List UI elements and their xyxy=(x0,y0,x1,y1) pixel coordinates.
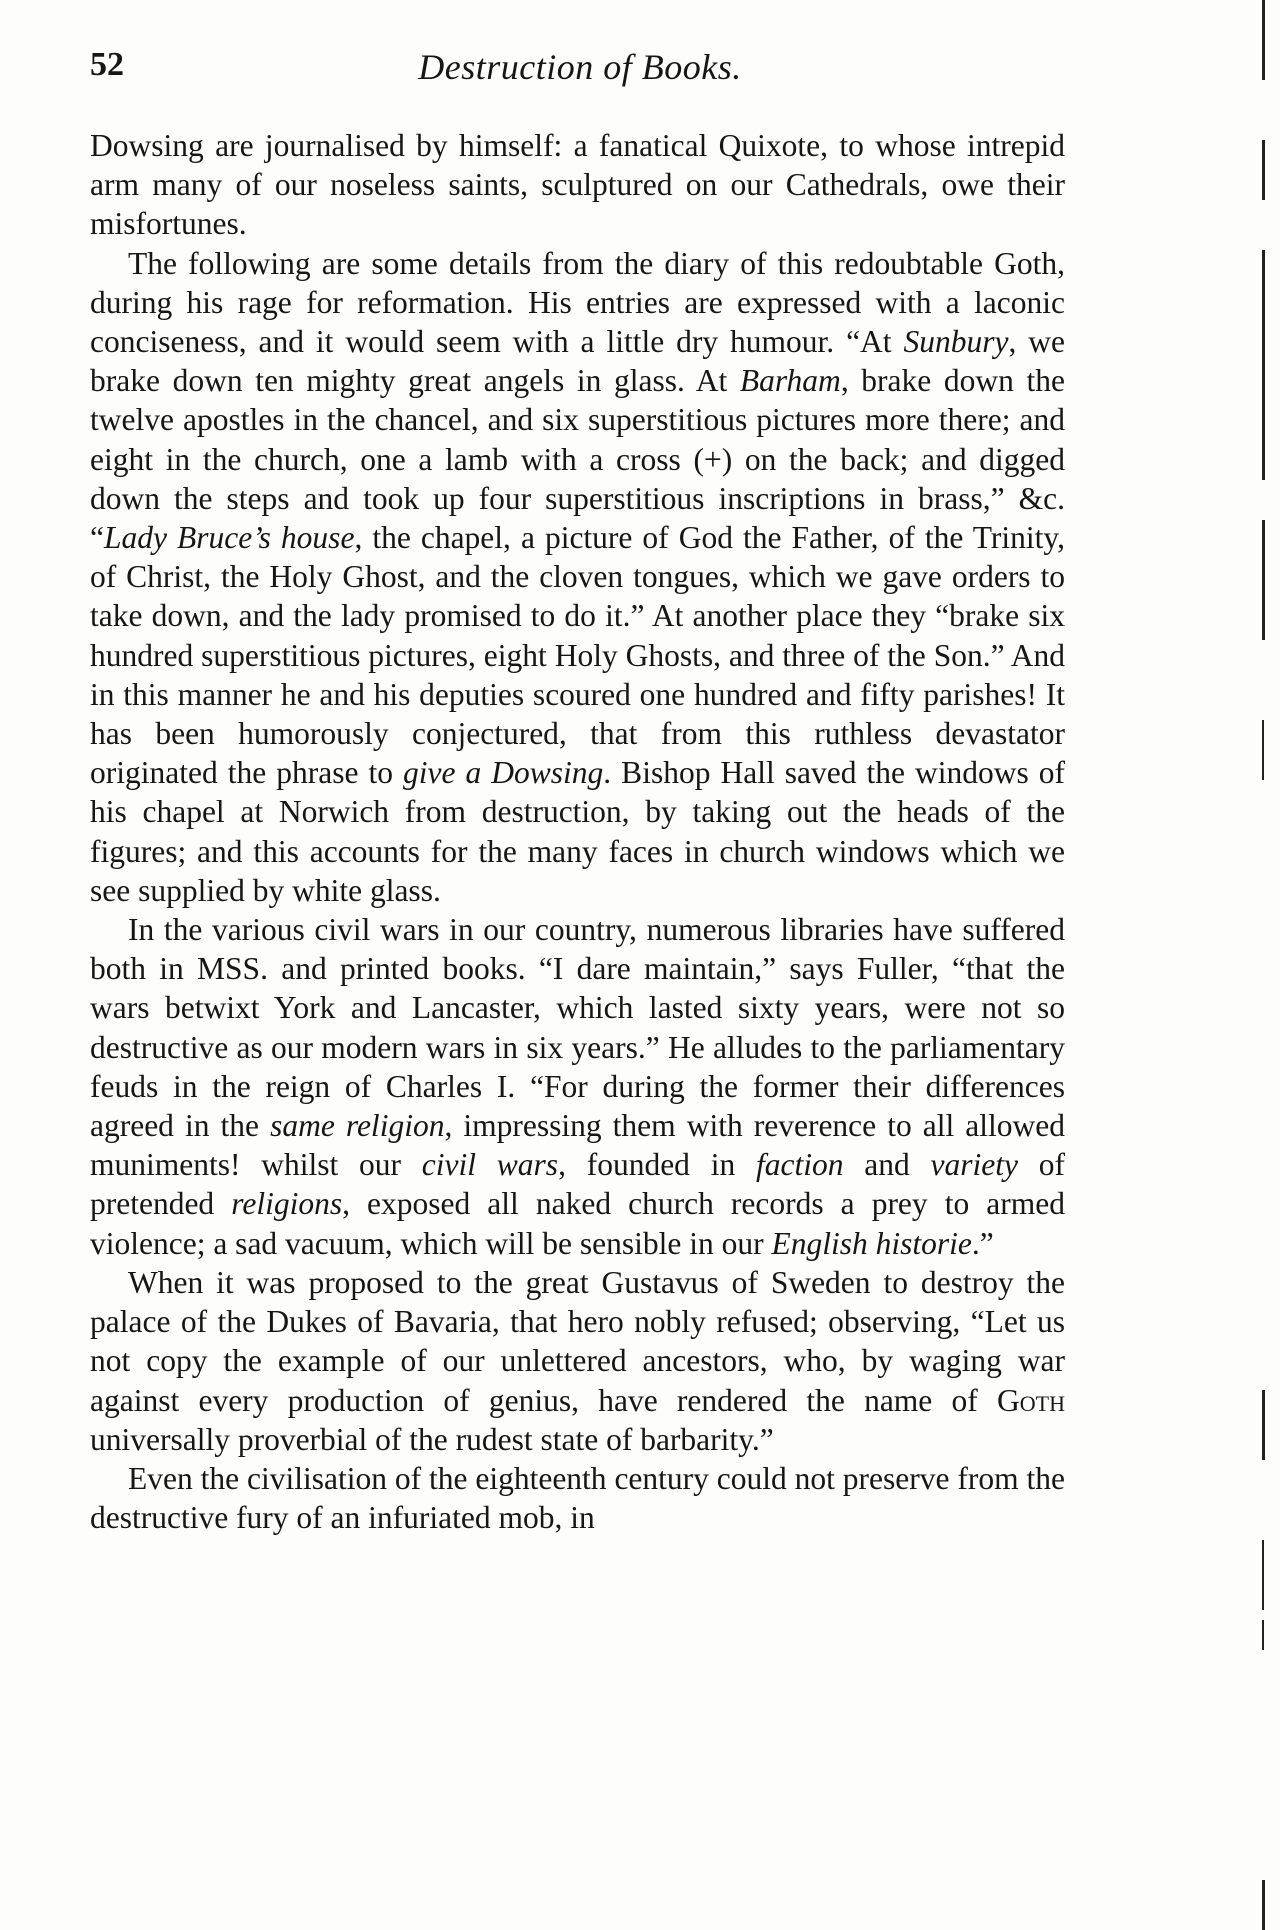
paragraph-4 xyxy=(90,1263,1065,1459)
scan-edge-line xyxy=(1262,1540,1264,1610)
text-run: , brake down the twelve apostles in the chancel, and six superstitious pictures more there; and eight in the church, one a lamb with a cross (+) on the back; and digged down the steps and took up four superstitious inscriptions in brass,” &c. “ xyxy=(90,363,1065,556)
scan-edge-line xyxy=(1262,720,1264,780)
text-run: In the various civil wars in our country, numerous libraries have suffered both in MSS. and printed books. “I dare maintain,” says Fuller, “that the wars betwixt York and Lancaster, which lasted sixty years, were not so destructive as our modern wars in six years.” He alludes to the parliamentary feuds in the reign of Charles I. “For during the former their differences agreed in the xyxy=(90,912,1065,1144)
page-number: 52 xyxy=(90,46,124,83)
paragraph-2 xyxy=(90,244,1065,910)
text-run: .” xyxy=(971,1225,994,1261)
body-text xyxy=(90,126,1065,1537)
scan-edge-line xyxy=(1262,1390,1265,1460)
text-run: When it was proposed to the great Gustavus of Sweden to destroy the palace of the Dukes of Bavaria, that hero nobly refused; observing, “Let us not copy the example of our unlettered ancestors, who, by waging war against every production of genius, have rendered the name of xyxy=(90,1264,1065,1418)
text-run: The following are some details from the diary of this redoubtable Goth, during his rage for reformation. His entries are expressed with a laconic conciseness, and it would seem with a little dry humour. “At xyxy=(90,245,1065,360)
scan-edge-line xyxy=(1262,0,1265,80)
italic-text: Lady Bruce’s house xyxy=(103,520,355,556)
scan-edge-line xyxy=(1262,140,1265,200)
scan-edge-line xyxy=(1262,250,1265,480)
scan-edge-line xyxy=(1262,1880,1265,1930)
running-title: Destruction of Books. xyxy=(418,47,742,87)
italic-text: variety xyxy=(930,1147,1018,1183)
page-header xyxy=(90,40,1070,100)
scan-edge-line xyxy=(1262,1620,1264,1650)
text-run: , we brake down ten mighty great angels in glass. At xyxy=(90,324,1065,399)
paragraph-3 xyxy=(90,910,1065,1263)
small-caps-text: Goth xyxy=(997,1382,1065,1418)
text-run: , exposed all naked church records a prey to armed violence; a sad vacuum, which will be sensible in our xyxy=(90,1186,1065,1261)
italic-text: Sunbury xyxy=(903,324,1009,360)
text-run: and xyxy=(843,1147,931,1183)
text-run: Dowsing are journalised by himself: a fanatical Quixote, to whose intrepid arm many of our noseless saints, sculptured on our Cathedrals, owe their misfortunes. xyxy=(90,128,1065,242)
italic-text: same religion xyxy=(270,1108,445,1144)
italic-text: English historie xyxy=(771,1225,972,1261)
text-run: . Bishop Hall saved the windows of his chapel at Norwich from destruction, by taking out the heads of the figures; and this accounts for the many faces in church windows which we see supplied by white glass. xyxy=(90,755,1065,908)
scan-edge-marks xyxy=(1246,0,1280,1930)
italic-text: Barham xyxy=(739,363,841,399)
italic-text: religions xyxy=(231,1186,343,1222)
paragraph-5 xyxy=(90,1459,1065,1537)
text-run: universally proverbial of the rudest state of barbarity.” xyxy=(90,1421,774,1457)
scan-edge-line xyxy=(1262,520,1265,640)
paragraph-1 xyxy=(90,126,1065,244)
text-run: Even the civilisation of the eighteenth century could not preserve from the destructive fury of an infuriated mob, in xyxy=(90,1460,1065,1536)
italic-text: civil wars xyxy=(421,1147,559,1183)
text-run: of pretended xyxy=(90,1147,1065,1222)
text-run: , the chapel, a picture of God the Father, of the Trinity, of Christ, the Holy Ghost, and the cloven tongues, which we gave orders to take down, and the lady promised to do it.” At another place they “brake six hundred superstitious pictures, eight Holy Ghosts, and three of the Son.” And in this manner he and his deputies scoured one hundred and fifty parishes! It has been humorously conjectured, that from this ruthless devastator originated the phrase to xyxy=(90,520,1065,791)
italic-text: give a Dowsing xyxy=(403,755,604,791)
text-run: , impressing them with reverence to all allowed muniments! whilst our xyxy=(90,1108,1065,1183)
text-run: , founded in xyxy=(558,1147,756,1183)
italic-text: faction xyxy=(755,1147,844,1183)
